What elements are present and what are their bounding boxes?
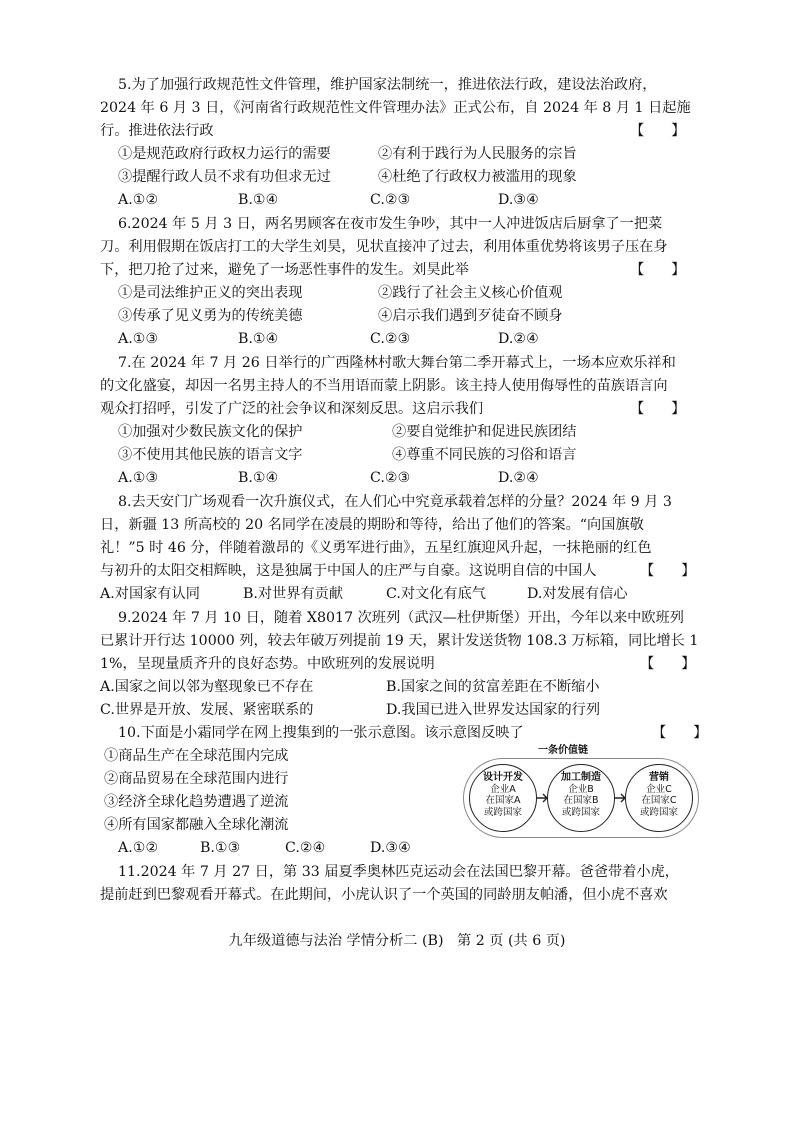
q8-option-d: D.对发展有信心 xyxy=(527,586,628,602)
q7-option-c: C.②③ xyxy=(370,470,411,486)
q5-option-c: C.②③ xyxy=(370,192,411,208)
q6-answer-bracket: 【 】 xyxy=(630,262,686,278)
stage-marketing-company: 企业C xyxy=(646,783,672,795)
stage-manufacture-place: 在国家B xyxy=(563,795,599,806)
stage-manufacture-name: 加工制造 xyxy=(561,772,601,783)
stage-manufacture-company: 企业B xyxy=(568,783,594,795)
q6-option-c: C.②③ xyxy=(370,331,411,347)
q5-line-1: 5.为了加强行政规范性文件管理，维护国家法制统一，推进依法行政，建设法治政府， xyxy=(118,77,657,93)
q9-option-c: C.世界是开放、发展、紧密联系的 xyxy=(100,702,314,718)
q6-option-b: B.①④ xyxy=(238,331,279,347)
q5-item-1: ①是规范政府行政权力运行的需要 xyxy=(118,146,331,162)
q8-option-b: B.对世界有贡献 xyxy=(243,586,344,602)
stage-design-or: 或跨国家 xyxy=(483,806,522,818)
q11-line-1: 11.2024 年 7 月 27 日，第 33 届夏季奥林匹克运动会在法国巴黎开幕。爸爸带着小虎， xyxy=(118,864,679,880)
q10-line-1: 10.下面是小霜同学在网上搜集到的一张示意图。该示意图反映了 xyxy=(118,725,524,741)
q5-item-3: ③提醒行政人员不求有功但求无过 xyxy=(118,169,331,185)
q5-item-2: ②有利于践行为人民服务的宗旨 xyxy=(378,146,577,162)
q5-answer-bracket: 【 】 xyxy=(630,123,686,139)
q5-line-2: 2024 年 6 月 3 日，《河南省行政规范性文件管理办法》正式公布，自 2024 年 8 月 1 日起施 xyxy=(100,100,691,116)
q6-item-4: ④启示我们遇到歹徒奋不顾身 xyxy=(378,308,563,324)
stage-marketing-name: 营销 xyxy=(649,772,669,783)
q6-item-2: ②践行了社会主义核心价值观 xyxy=(378,285,563,301)
stage-manufacture-or: 或跨国家 xyxy=(561,806,600,818)
q9-line-3: 1%，呈现量质齐升的良好态势。中欧班列的发展说明 xyxy=(100,656,435,672)
page-footer: 九年级道德与法治 学情分析二 (B) 第 2 页 (共 6 页) xyxy=(228,933,566,949)
stage-design-name: 设计开发 xyxy=(483,772,523,783)
q11-line-2: 提前赶到巴黎观看开幕式。在此期间，小虎认识了一个英国的同龄朋友帕潘，但小虎不喜欢 xyxy=(100,887,668,903)
q9-option-b: B.国家之间的贫富差距在不断缩小 xyxy=(386,679,600,695)
q7-option-a: A.①③ xyxy=(118,470,159,486)
q7-item-1: ①加强对少数民族文化的保护 xyxy=(118,424,303,440)
q6-option-d: D.②④ xyxy=(498,331,539,347)
q7-line-1: 7.在 2024 年 7 月 26 日举行的广西隆林村歌大舞台第二季开幕式上，一场本应欢乐祥和 xyxy=(118,355,676,371)
q6-line-2: 刀。利用假期在饭店打工的大学生刘昊，见状直接冲了过去，利用体重优势将该男子压在身 xyxy=(100,239,668,255)
stage-manufacture xyxy=(547,764,615,832)
q6-item-3: ③传承了见义勇为的传统美德 xyxy=(118,308,303,324)
value-chain-title: 一条价值链 xyxy=(538,745,588,756)
q10-item-4: ④所有国家都融入全球化潮流 xyxy=(104,817,289,833)
q10-item-1: ①商品生产在全球范围内完成 xyxy=(104,748,289,764)
q7-item-3: ③不使用其他民族的语言文字 xyxy=(118,447,303,463)
stage-marketing-place: 在国家C xyxy=(641,795,677,806)
q10-item-2: ②商品贸易在全球范围内进行 xyxy=(104,771,289,787)
stage-marketing-or: 或跨国家 xyxy=(639,806,678,818)
q8-option-a: A.对国家有认同 xyxy=(100,586,200,602)
q7-line-3: 观众打招呼，引发了广泛的社会争议和深刻反思。这启示我们 xyxy=(100,401,484,417)
q9-option-d: D.我国已进入世界发达国家的行列 xyxy=(386,702,601,718)
q7-answer-bracket: 【 】 xyxy=(630,401,686,417)
q5-item-4: ④杜绝了行政权力被滥用的现象 xyxy=(378,169,577,185)
q10-option-d: D.③④ xyxy=(370,840,411,856)
q6-line-3: 下，把刀抢了过来，避免了一场恶性事件的发生。刘昊此举 xyxy=(100,262,469,278)
q7-item-4: ④尊重不同民族的习俗和语言 xyxy=(392,447,577,463)
stage-design xyxy=(469,764,537,832)
stage-design-company: 企业A xyxy=(490,783,516,795)
q5-option-a: A.①② xyxy=(118,192,159,208)
q8-line-2: 日，新疆 13 所高校的 20 名同学在凌晨的期盼和等待，给出了他们的答案。“向国旗敬 xyxy=(100,517,644,533)
q6-line-1: 6.2024 年 5 月 3 日，两名男顾客在夜市发生争吵，其中一人冲进饭店后厨拿了一把菜 xyxy=(118,216,663,232)
q8-answer-bracket: 【 】 xyxy=(640,563,696,579)
q5-line-3: 行。推进依法行政 xyxy=(100,123,214,139)
q8-line-1: 8.去天安门广场观看一次升旗仪式，在人们心中究竟承载着怎样的分量？2024 年 9 月 3 xyxy=(118,494,672,510)
q9-line-2: 已累计开行达 10000 列，较去年破万列提前 19 天，累计发送货物 108.3 万标箱，同比增长 1 xyxy=(100,633,699,649)
q9-answer-bracket: 【 】 xyxy=(640,656,696,672)
q9-option-a: A.国家之间以邻为壑现象已不存在 xyxy=(100,679,314,695)
q7-option-d: D.②④ xyxy=(498,470,539,486)
q10-item-3: ③经济全球化趋势遭遇了逆流 xyxy=(104,794,289,810)
q6-item-1: ①是司法维护正义的突出表现 xyxy=(118,285,303,301)
q10-option-b: B.①③ xyxy=(200,840,241,856)
q8-line-4: 与初升的太阳交相辉映，这是独属于中国人的庄严与自豪。这说明自信的中国人 xyxy=(100,563,597,579)
q7-line-2: 的文化盛宴，却因一名男主持人的不当用语而蒙上阴影。该主持人使用侮辱性的苗族语言向 xyxy=(100,378,668,394)
q10-option-c: C.②④ xyxy=(285,840,326,856)
stage-design-place: 在国家A xyxy=(485,795,521,806)
stage-marketing xyxy=(625,764,693,832)
q5-option-b: B.①④ xyxy=(238,192,279,208)
q6-option-a: A.①③ xyxy=(118,331,159,347)
value-chain-diagram xyxy=(469,764,693,832)
q8-line-3: 礼！”5 时 46 分，伴随着激昂的《义勇军进行曲》，五星红旗迎风升起，一抹艳丽的红色 xyxy=(100,540,652,556)
q5-option-d: D.③④ xyxy=(498,192,539,208)
q7-option-b: B.①④ xyxy=(238,470,279,486)
q8-option-c: C.对文化有底气 xyxy=(386,586,486,602)
q10-answer-bracket: 【 】 xyxy=(652,725,708,741)
q10-option-a: A.①② xyxy=(118,840,159,856)
q7-item-2: ②要自觉维护和促进民族团结 xyxy=(392,424,577,440)
q9-line-1: 9.2024 年 7 月 10 日，随着 X8017 次班列（武汉—杜伊斯堡）开出，今年以来中欧班列 xyxy=(118,610,684,626)
